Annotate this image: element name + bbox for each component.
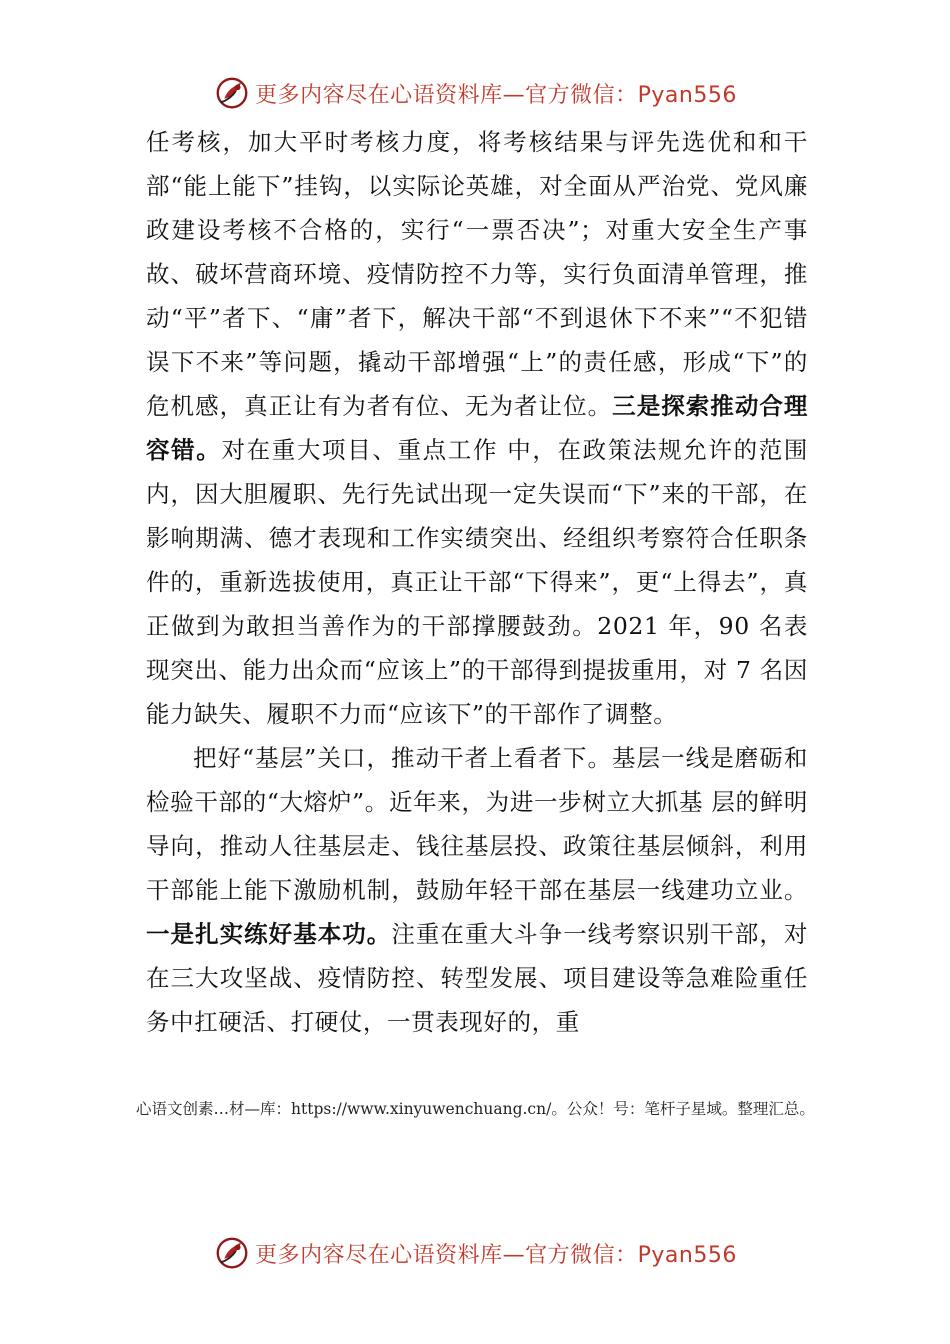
bold-heading-rational-fault-tolerance: 三是探索推动合理容错。 <box>146 392 808 464</box>
document-body <box>146 120 808 1044</box>
watermark-text: 更多内容尽在心语资料库—官方微信：Pyan556 <box>255 1242 737 1268</box>
paragraph-2-text-continued: 注重在重大斗争一线考察识别干部，对在三大攻坚战、疫情防控、转型发展、项目建设等急难险重任务中扛硬活、打硬仗，一贯表现好的，重 <box>146 920 809 1036</box>
paragraph-1 <box>146 120 808 736</box>
footer-watermark-banner <box>0 1228 950 1278</box>
watermark-text: 更多内容尽在心语资料库—官方微信：Pyan556 <box>255 82 737 108</box>
flower-logo-icon <box>213 74 251 112</box>
bold-heading-basic-skills: 一是扎实练好基本功。 <box>146 920 392 948</box>
source-footnote: 心语文创素…材—库：https://www.xinyuwenchuang.cn/。公众！号：笔杆子星域。整理汇总。 <box>136 1100 815 1118</box>
paragraph-1-text-continued: 对在重大项目、重点工作 中，在政策法规允许的范围内，因大胆履职、先行先试出现一定失误而“下”来的干部，在影响期满、德才表现和工作实绩突出、经组织考察符合任职条件的，重新选拔使用，真正让干部“下得来”，更“上得去”，真正做到为敢担当善作为的干部撑腰鼓劲。2021 年，90 名表现突出、能力出众而“应该上”的干部得到提拔重用，对 7 名因能力缺失、履职不力而“应该下”的干部作了调整。 <box>146 436 808 728</box>
paragraph-2-text: 把好“基层”关口，推动干者上看者下。基层一线是磨砺和检验干部的“大熔炉”。近年来，为进一步树立大抓基 层的鲜明导向，推动人往基层走、钱往基层投、政策往基层倾斜，利用干部能上能下激励机制，鼓励年轻干部在基层一线建功立业。 <box>146 744 808 904</box>
flower-logo-icon <box>213 1234 251 1272</box>
paragraph-2 <box>146 736 808 1044</box>
paragraph-1-text: 任考核，加大平时考核力度，将考核结果与评先选优和和干部“能上能下”挂钩，以实际论英雄，对全面从严治党、党风廉政建设考核不合格的，实行“一票否决”；对重大安全生产事故、破坏营商环境、疫情防控不力等，实行负面清单管理，推动“平”者下、“庸”者下，解决干部“不到退休下不来”“不犯错误下不来”等问题，撬动干部增强“上”的责任感，形成“下”的危机感，真正让有为者有位、无为者让位。 <box>146 128 808 420</box>
header-watermark-banner <box>0 68 950 118</box>
